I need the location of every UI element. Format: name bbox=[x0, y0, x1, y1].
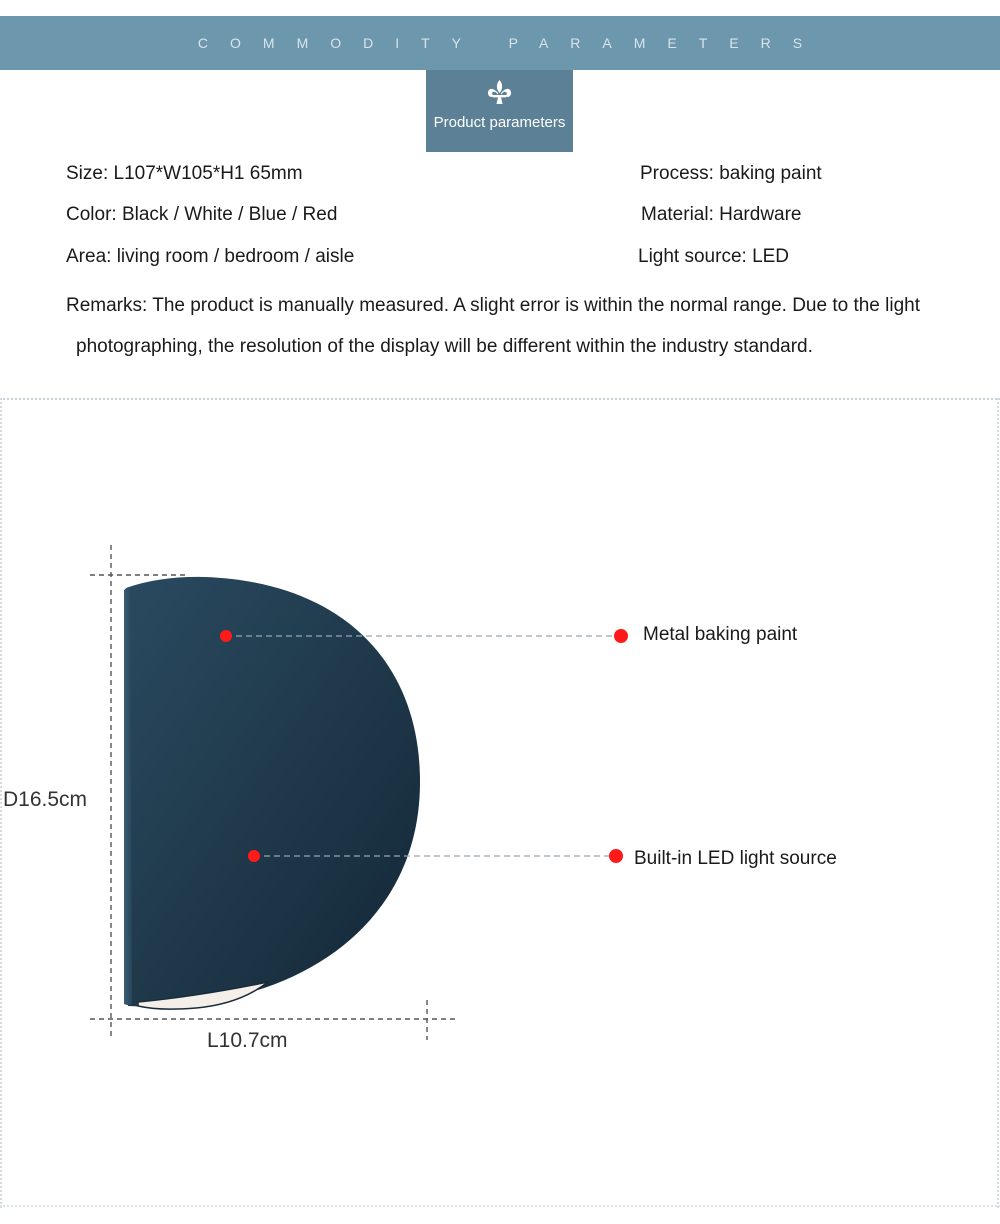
dimension-height-label: D16.5cm bbox=[3, 788, 88, 811]
banner-title: COMMODITY PARAMETERS bbox=[197, 35, 825, 51]
marker-dot-light bbox=[609, 849, 623, 863]
spec-size: Size: L107*W105*H1 65mm bbox=[66, 163, 303, 184]
marker-dot-body bbox=[220, 630, 232, 642]
spec-process: Process: baking paint bbox=[640, 163, 822, 184]
spec-area: Area: living room / bedroom / aisle bbox=[66, 246, 355, 267]
lamp-body bbox=[126, 577, 420, 1007]
dimension-length-label: L10.7cm bbox=[207, 1029, 288, 1052]
marker-dot-led bbox=[248, 850, 260, 862]
remarks-line-2: photographing, the resolution of the display will be different within the industry standard. bbox=[76, 336, 813, 357]
remarks-line-1: Remarks: The product is manually measured. A slight error is within the normal range. Due to the light bbox=[66, 295, 920, 316]
spec-color: Color: Black / White / Blue / Red bbox=[66, 204, 338, 225]
callout-metal-baking-paint: Metal baking paint bbox=[643, 624, 798, 645]
tab-label: Product parameters bbox=[433, 114, 566, 131]
spec-light-source: Light source: LED bbox=[638, 246, 790, 267]
spec-material: Material: Hardware bbox=[641, 204, 802, 225]
callout-led-light-source: Built-in LED light source bbox=[634, 848, 837, 869]
marker-dot-paint bbox=[614, 629, 628, 643]
